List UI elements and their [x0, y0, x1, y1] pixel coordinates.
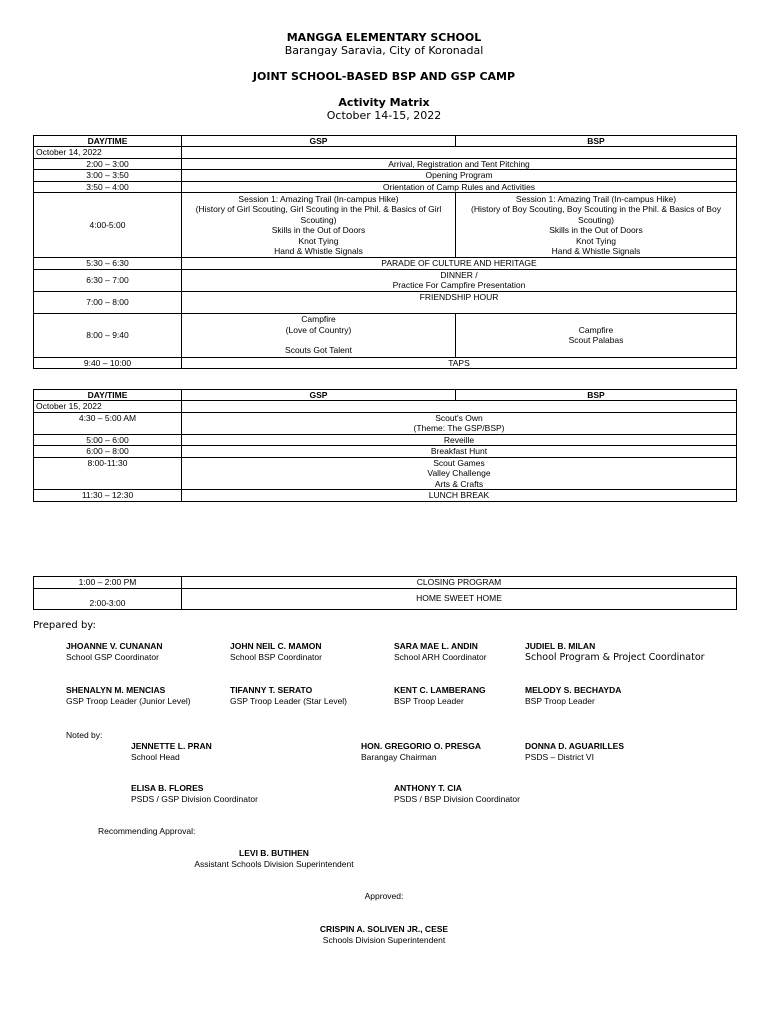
signatory-role: BSP Troop Leader	[394, 696, 464, 706]
time-cell: 2:00-3:00	[34, 588, 182, 609]
time-cell: 4:00-5:00	[34, 193, 182, 258]
signatory-name: DONNA D. AGUARILLES	[525, 741, 625, 751]
table-header-row	[34, 136, 737, 147]
signatory-block	[66, 641, 163, 663]
time-cell: 7:00 – 8:00	[34, 291, 182, 313]
prepared-by-label: Prepared by:	[33, 620, 96, 631]
col-header-bsp: BSP	[456, 390, 737, 401]
gsp-campfire-line: Scouts Got Talent	[285, 345, 352, 356]
gsp-session-line: Session 1: Amazing Trail (In-campus Hike)	[238, 193, 399, 204]
day2-schedule-table	[33, 389, 737, 502]
activity-line: Scout Games	[433, 457, 485, 468]
gsp-session-line: Knot Tying	[298, 235, 339, 246]
signatory-block	[394, 641, 487, 663]
time-cell: 1:00 – 2:00 PM	[34, 577, 182, 589]
signatory-block	[394, 685, 486, 707]
signatory-name: CRISPIN A. SOLIVEN JR., CESE	[319, 924, 449, 934]
gsp-campfire-line	[184, 335, 453, 345]
signatory-block	[525, 685, 621, 707]
time-cell: 9:40 – 10:00	[34, 357, 182, 369]
time-cell: 5:00 – 6:00	[34, 434, 182, 446]
bsp-session-line: Hand & Whistle Signals	[551, 246, 641, 256]
signatory-name: KENT C. LAMBERANG	[394, 685, 486, 695]
signatory-role: Assistant Schools Division Superintendent	[194, 859, 354, 869]
table-row	[34, 357, 737, 369]
activity-cell: FRIENDSHIP HOUR	[182, 291, 737, 313]
bsp-campfire-line: Scout Palabas	[568, 335, 624, 345]
signatory-role: PSDS / BSP Division Coordinator	[394, 794, 520, 804]
table-row	[34, 588, 737, 609]
event-title: JOINT SCHOOL-BASED BSP AND GSP CAMP	[252, 70, 516, 83]
time-cell: 6:30 – 7:00	[34, 269, 182, 291]
gsp-session-line: Hand & Whistle Signals	[274, 246, 363, 256]
signatory-role: School Program & Project Coordinator	[525, 652, 705, 663]
bsp-session-line: Session 1: Amazing Trail (In-campus Hike)	[515, 193, 677, 204]
gsp-session-line: (History of Girl Scouting, Girl Scouting in the Phil. & Basics of Girl Scouting)	[195, 204, 442, 225]
activity-cell: LUNCH BREAK	[182, 490, 737, 502]
col-header-daytime: DAY/TIME	[34, 136, 182, 147]
activity-cell: Breakfast Hunt	[182, 446, 737, 458]
table-row	[34, 291, 737, 313]
activity-line: (Theme: The GSP/BSP)	[413, 423, 505, 433]
day-date: October 15, 2022	[34, 401, 182, 413]
school-name: MANGGA ELEMENTARY SCHOOL	[286, 31, 482, 44]
signatory-block	[525, 641, 705, 663]
bsp-session-line: (History of Boy Scouting, Boy Scouting in the Phil. & Basics of Boy Scouting)	[471, 204, 721, 225]
col-header-daytime: DAY/TIME	[34, 390, 182, 401]
day1-schedule-table	[33, 135, 737, 369]
signatory-role: PSDS / GSP Division Coordinator	[131, 794, 258, 804]
event-dates: October 14-15, 2022	[326, 109, 442, 122]
time-cell: 8:00-11:30	[34, 457, 182, 490]
signatory-name: HON. GREGORIO O. PRESGA	[361, 741, 481, 751]
document-title: Activity Matrix	[338, 96, 430, 109]
school-address: Barangay Saravia, City of Koronadal	[284, 44, 484, 57]
activity-cell: TAPS	[182, 357, 737, 369]
signatory-name: JENNETTE L. PRAN	[131, 741, 212, 751]
signatory-block	[0, 924, 768, 946]
signatory-block	[131, 741, 212, 763]
signatory-name: JHOANNE V. CUNANAN	[66, 641, 163, 651]
table-row	[34, 313, 737, 357]
table-row	[34, 457, 737, 490]
time-cell: 8:00 – 9:40	[34, 313, 182, 357]
signatory-block	[525, 741, 624, 763]
closing-schedule-table	[33, 576, 737, 610]
signatory-role: Barangay Chairman	[361, 752, 437, 762]
gsp-campfire-line: Campfire	[301, 314, 336, 325]
bsp-session-line: Knot Tying	[575, 235, 616, 246]
table-row	[34, 147, 737, 159]
time-cell: 11:30 – 12:30	[34, 490, 182, 502]
signatory-name: ANTHONY T. CIA	[394, 783, 462, 793]
activity-cell: Opening Program	[182, 170, 737, 182]
activity-cell: HOME SWEET HOME	[182, 588, 737, 609]
table-header-row	[34, 390, 737, 401]
activity-cell	[182, 457, 737, 490]
table-row	[34, 269, 737, 291]
signatory-name: MELODY S. BECHAYDA	[525, 685, 622, 695]
signatory-block	[131, 783, 258, 805]
table-row	[34, 181, 737, 193]
table-row	[34, 434, 737, 446]
signatory-name: SARA MAE L. ANDIN	[394, 641, 478, 651]
activity-line: Valley Challenge	[427, 468, 491, 478]
activity-cell	[182, 412, 737, 434]
time-cell: 3:00 – 3:50	[34, 170, 182, 182]
col-header-gsp: GSP	[182, 390, 456, 401]
table-row	[34, 170, 737, 182]
signatory-name: ELISA B. FLORES	[131, 783, 204, 793]
gsp-campfire-line: (Love of Country)	[285, 324, 352, 335]
signatory-role: School ARH Coordinator	[394, 652, 487, 662]
recommending-approval-label: Recommending Approval:	[98, 826, 196, 836]
activity-line: Arts & Crafts	[434, 478, 484, 489]
signatory-role: School Head	[131, 752, 180, 762]
gsp-campfire-cell	[182, 313, 456, 357]
time-cell: 2:00 – 3:00	[34, 158, 182, 170]
signatory-role: School GSP Coordinator	[66, 652, 159, 662]
signatory-block	[230, 641, 322, 663]
activity-cell: CLOSING PROGRAM	[182, 577, 737, 589]
bsp-campfire-cell	[456, 313, 737, 357]
signatory-role: PSDS – District VI	[525, 752, 594, 762]
signatory-name: TIFANNY T. SERATO	[230, 685, 313, 695]
activity-line: Practice For Campfire Presentation	[392, 280, 526, 290]
activity-line: Scout's Own	[435, 412, 483, 423]
bsp-session-line: Skills in the Out of Doors	[549, 225, 643, 235]
signatory-name: SHENALYN M. MENCIAS	[66, 685, 166, 695]
table-row	[34, 258, 737, 270]
activity-cell: Reveille	[182, 434, 737, 446]
table-row	[34, 193, 737, 258]
activity-cell	[182, 269, 737, 291]
signatory-block	[66, 685, 191, 707]
gsp-session-cell	[182, 193, 456, 258]
table-row	[34, 412, 737, 434]
col-header-bsp: BSP	[456, 136, 737, 147]
activity-cell: Orientation of Camp Rules and Activities	[182, 181, 737, 193]
gsp-session-line: Skills in the Out of Doors	[271, 225, 366, 235]
time-cell: 4:30 – 5:00 AM	[34, 412, 182, 434]
table-row	[34, 577, 737, 589]
signatory-block	[394, 783, 520, 805]
signatory-role: School BSP Coordinator	[230, 652, 322, 662]
signatory-role: GSP Troop Leader (Star Level)	[230, 696, 348, 706]
signatory-name: JUDIEL B. MILAN	[525, 641, 596, 651]
noted-by-label: Noted by:	[66, 730, 103, 740]
table-row	[34, 490, 737, 502]
table-row	[34, 401, 737, 413]
time-cell: 5:30 – 6:30	[34, 258, 182, 270]
table-row	[34, 446, 737, 458]
activity-cell: Arrival, Registration and Tent Pitching	[182, 158, 737, 170]
activity-line: DINNER /	[440, 269, 478, 280]
activity-cell: PARADE OF CULTURE AND HERITAGE	[182, 258, 737, 270]
signatory-block	[230, 685, 347, 707]
time-cell: 6:00 – 8:00	[34, 446, 182, 458]
signatory-block	[361, 741, 481, 763]
bsp-campfire-line: Campfire	[578, 324, 614, 335]
signatory-role: GSP Troop Leader (Junior Level)	[66, 696, 191, 706]
approved-label: Approved:	[364, 891, 404, 901]
signatory-name: LEVI B. BUTIHEN	[239, 848, 309, 858]
time-cell: 3:50 – 4:00	[34, 181, 182, 193]
col-header-gsp: GSP	[182, 136, 456, 147]
day-date: October 14, 2022	[34, 147, 182, 159]
signatory-role: Schools Division Superintendent	[322, 935, 446, 945]
table-row	[34, 158, 737, 170]
bsp-session-cell	[456, 193, 737, 258]
signatory-name: JOHN NEIL C. MAMON	[230, 641, 322, 651]
signatory-role: BSP Troop Leader	[525, 696, 595, 706]
signatory-block	[0, 848, 548, 870]
